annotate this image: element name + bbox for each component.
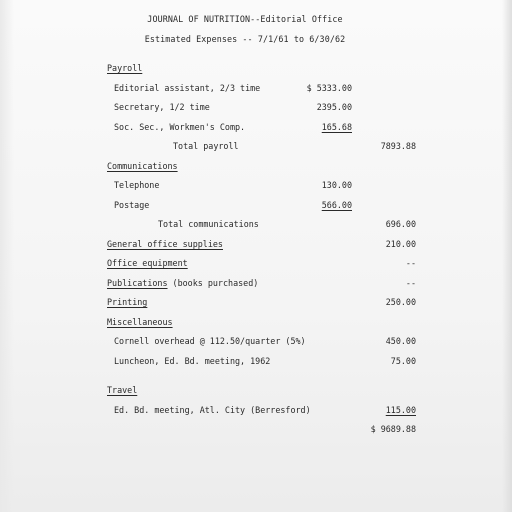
publications-label-note: (books purchased) <box>167 278 259 288</box>
grand-total-amount: $ 9689.88 <box>370 424 416 434</box>
communications-item-amount: 566.00 <box>321 200 352 210</box>
miscellaneous-heading: Miscellaneous <box>107 317 173 327</box>
miscellaneous-item-label: Cornell overhead @ 112.50/quarter (5%) <box>114 336 306 346</box>
payroll-item-label: Editorial assistant, 2/3 time <box>114 83 261 93</box>
miscellaneous-item-label: Luncheon, Ed. Bd. meeting, 1962 <box>114 356 271 366</box>
communications-item-label: Telephone <box>114 180 160 190</box>
publications-amount: -- <box>405 278 416 288</box>
publications-label-underlined: Publications <box>107 278 168 288</box>
office-equipment-label: Office equipment <box>107 258 188 268</box>
document-subtitle: Estimated Expenses -- 7/1/61 to 6/30/62 <box>144 34 346 44</box>
document-title: JOURNAL OF NUTRITION--Editorial Office <box>147 14 343 24</box>
travel-item-amount: 115.00 <box>385 405 416 415</box>
travel-item-label: Ed. Bd. meeting, Atl. City (Berresford) <box>114 405 311 415</box>
communications-total-label: Total communications <box>158 219 259 229</box>
payroll-item-amount: 165.68 <box>321 122 352 132</box>
communications-item-label: Postage <box>114 200 150 210</box>
payroll-item-amount: $ 5333.00 <box>306 83 352 93</box>
miscellaneous-item-amount: 450.00 <box>385 336 416 346</box>
general-office-supplies-amount: 210.00 <box>385 239 416 249</box>
payroll-item-label: Secretary, 1/2 time <box>114 102 210 112</box>
payroll-item-label: Soc. Sec., Workmen's Comp. <box>114 122 246 132</box>
communications-heading: Communications <box>107 161 178 171</box>
travel-heading: Travel <box>107 385 138 395</box>
payroll-heading: Payroll <box>107 63 143 73</box>
general-office-supplies-label: General office supplies <box>107 239 223 249</box>
communications-total-amount: 696.00 <box>385 219 416 229</box>
office-equipment-amount: -- <box>405 258 416 268</box>
payroll-item-amount: 2395.00 <box>316 102 352 112</box>
printing-label: Printing <box>107 297 148 307</box>
payroll-total-label: Total payroll <box>173 141 239 151</box>
printing-amount: 250.00 <box>385 297 416 307</box>
payroll-total-amount: 7893.88 <box>380 141 416 151</box>
publications-label <box>107 278 258 288</box>
miscellaneous-item-amount: 75.00 <box>390 356 416 366</box>
communications-item-amount: 130.00 <box>321 180 352 190</box>
